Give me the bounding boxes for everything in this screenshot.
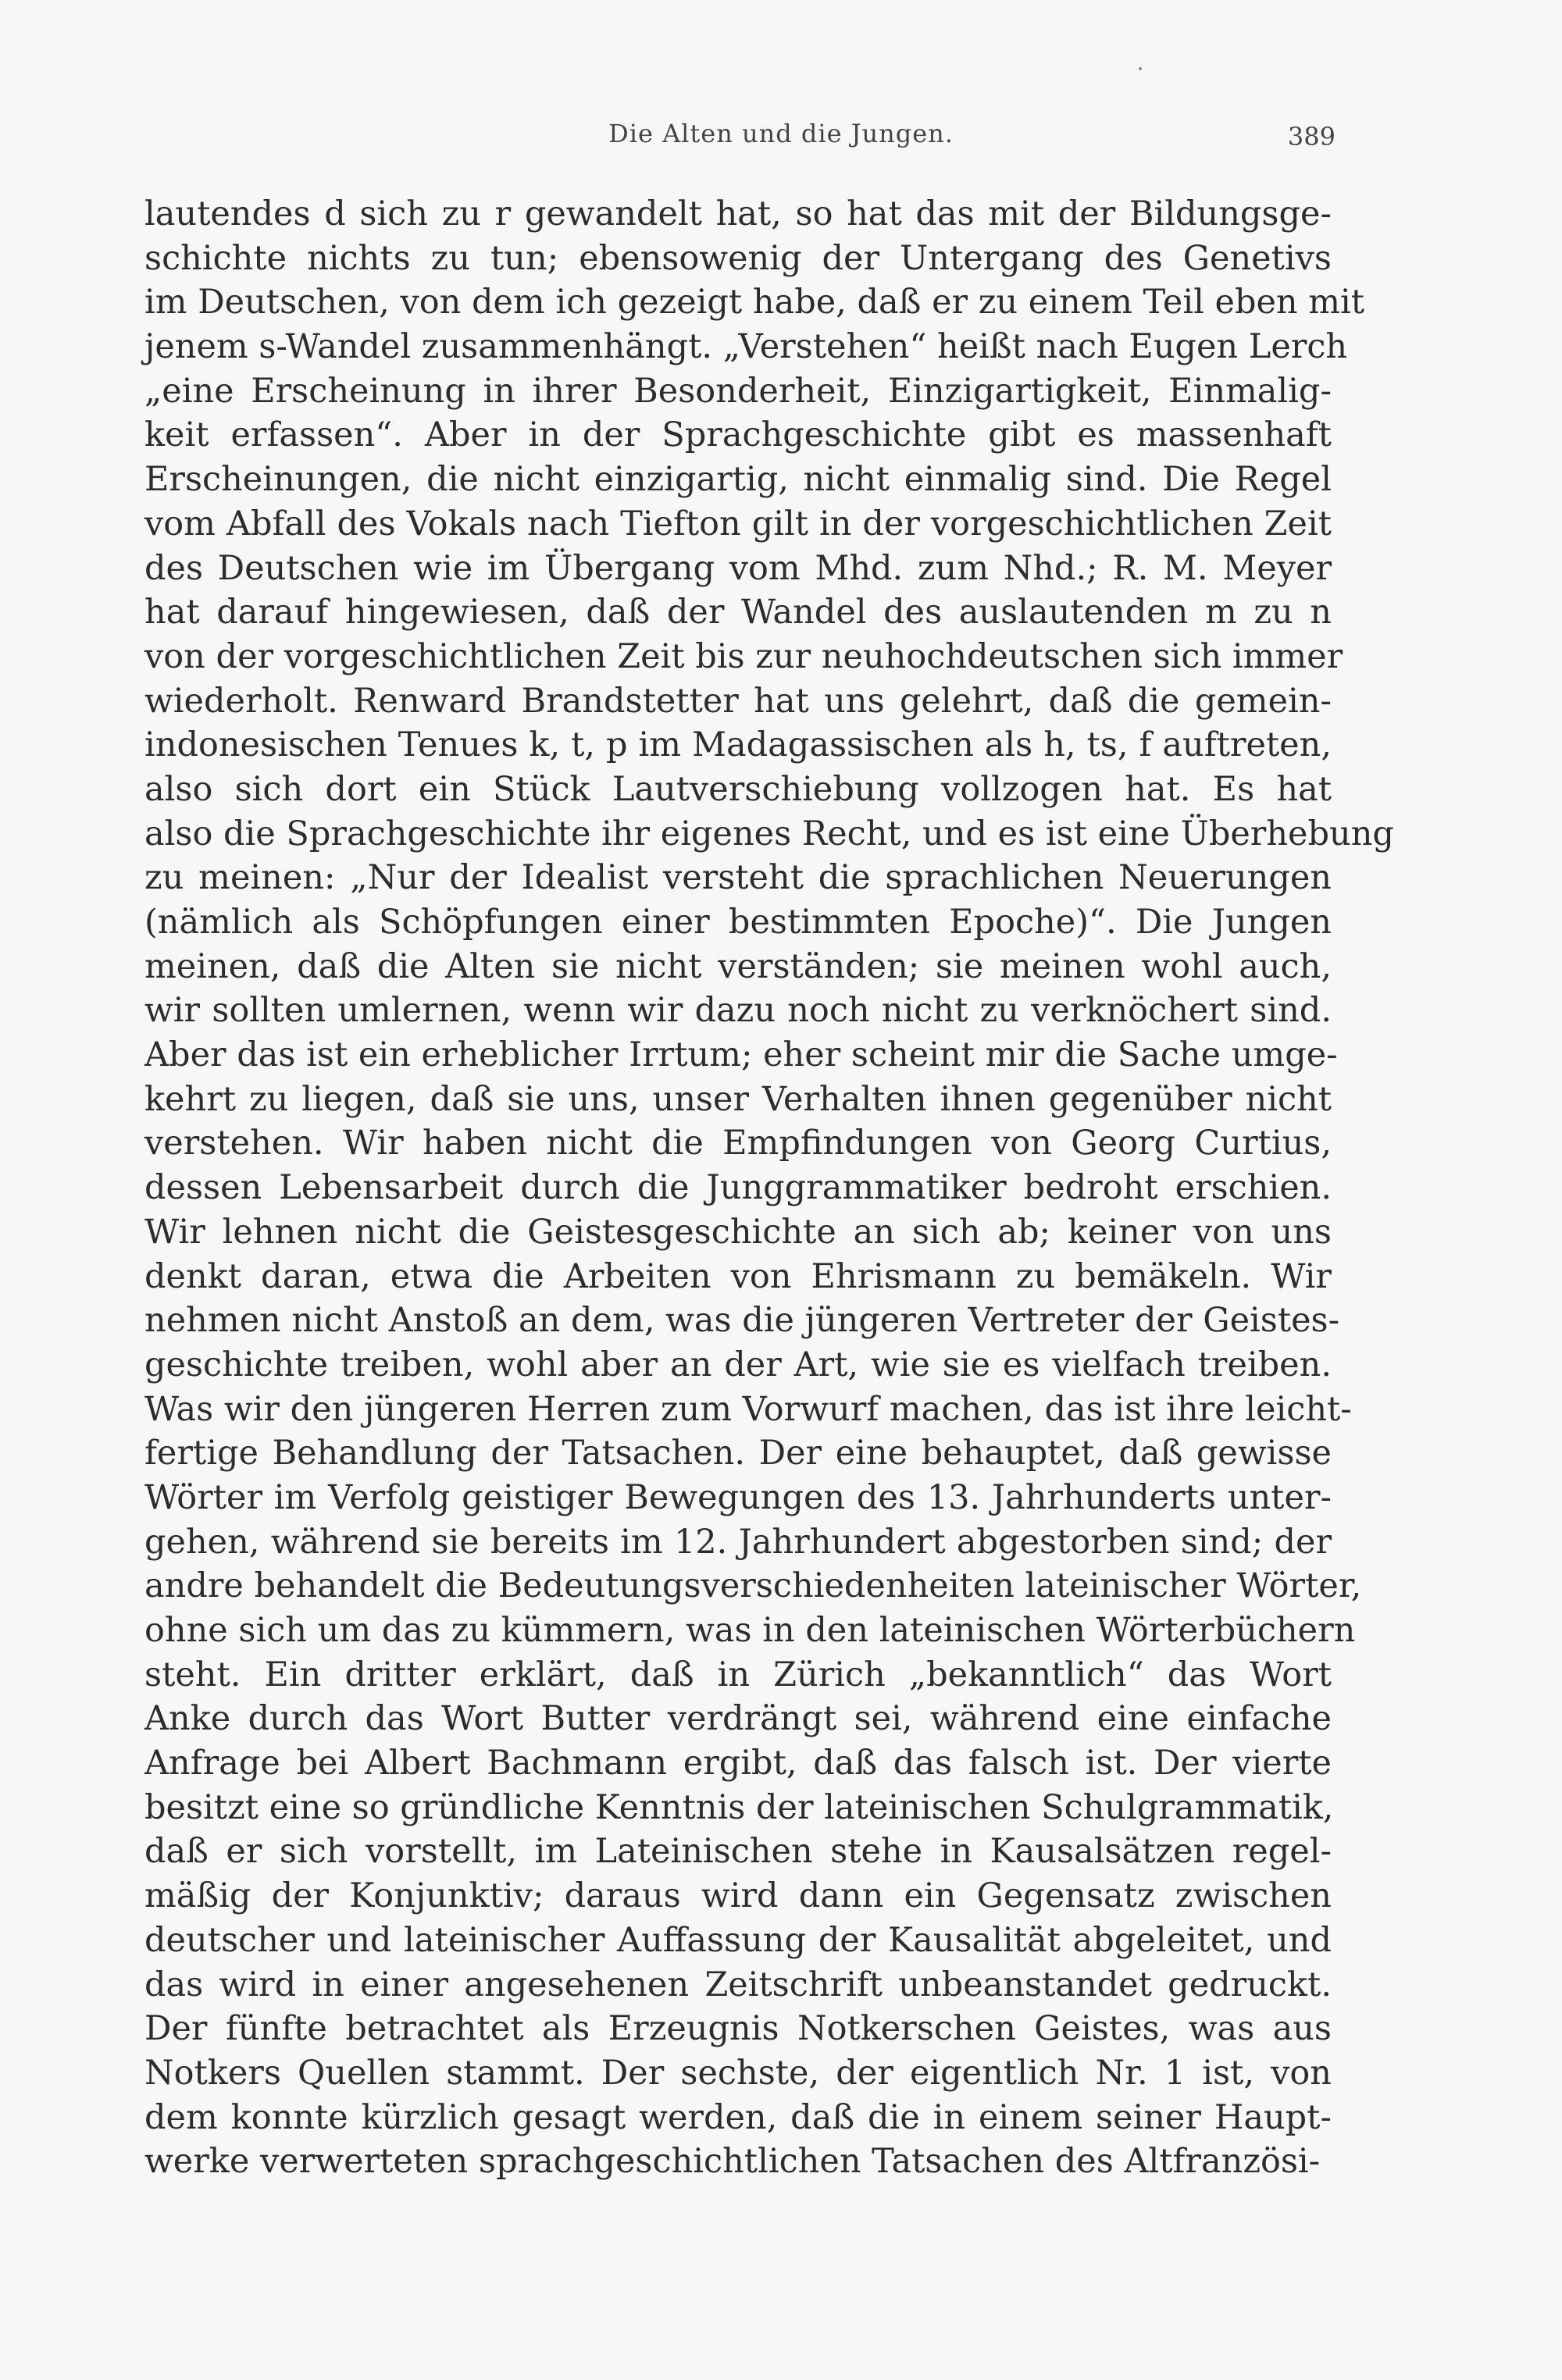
text-line: Anke durch das Wort Butter verdrängt sei, während eine einfache <box>144 1699 1332 1739</box>
text-line: indonesischen Tenues k, t, p im Madagassischen als h, ts, f auftreten, <box>144 725 1332 765</box>
text-line: mäßig der Konjunktiv; daraus wird dann ein Gegensatz zwischen <box>144 1876 1332 1916</box>
text-line: deutscher und lateinischer Auffassung der Kausalität abgeleitet, und <box>144 1920 1332 1960</box>
text-line: geschichte treiben, wohl aber an der Art, wie sie es vielfach treiben. <box>144 1345 1332 1384</box>
text-line: schichte nichts zu tun; ebensowenig der Untergang des Genetivs <box>144 238 1332 278</box>
text-line: Anfrage bei Albert Bachmann ergibt, daß das falsch ist. Der vierte <box>144 1744 1332 1783</box>
text-line: des Deutschen wie im Übergang vom Mhd. zum Nhd.; R. M. Meyer <box>144 548 1332 588</box>
text-line: steht. Ein dritter erklärt, daß in Zürich „bekanntlich“ das Wort <box>144 1655 1332 1694</box>
text-line: Der fünfte betrachtet als Erzeugnis Notkerschen Geistes, was aus <box>144 2009 1332 2049</box>
text-line: dessen Lebensarbeit durch die Junggrammatiker bedroht erschien. <box>144 1168 1332 1208</box>
page-number: 389 <box>1287 122 1336 151</box>
text-line: jenem s-Wandel zusammenhängt. „Verstehen“ heißt nach Eugen Lerch <box>144 327 1348 367</box>
text-line: dem konnte kürzlich gesagt werden, daß die in einem seiner Haupt- <box>144 2097 1332 2137</box>
text-line: Aber das ist ein erheblicher Irrtum; eher scheint mir die Sache umge- <box>144 1035 1338 1075</box>
text-line: daß er sich vorstellt, im Lateinischen stehe in Kausalsätzen regel- <box>144 1832 1332 1872</box>
text-line: gehen, während sie bereits im 12. Jahrhundert abgestorben sind; der <box>144 1522 1332 1562</box>
text-line: Wir lehnen nicht die Geistesgeschichte an sich ab; keiner von uns <box>144 1212 1332 1252</box>
text-line: Was wir den jüngeren Herren zum Vorwurf machen, das ist ihre leicht- <box>144 1389 1352 1429</box>
text-line: besitzt eine so gründliche Kenntnis der lateinischen Schulgrammatik, <box>144 1787 1334 1827</box>
text-line: also sich dort ein Stück Lautverschiebung vollzogen hat. Es hat <box>144 769 1332 809</box>
text-line: nehmen nicht Anstoß an dem, was die jüngeren Vertreter der Geistes- <box>144 1301 1340 1341</box>
text-line: im Deutschen, von dem ich gezeigt habe, daß er zu einem Teil eben mit <box>144 283 1365 322</box>
text-line: vom Abfall des Vokals nach Tiefton gilt in der vorgeschichtlichen Zeit <box>144 504 1332 543</box>
text-line: Erscheinungen, die nicht einzigartig, nicht einmalig sind. Die Regel <box>144 460 1332 500</box>
text-line: Notkers Quellen stammt. Der sechste, der eigentlich Nr. 1 ist, von <box>144 2053 1332 2093</box>
text-line: von der vorgeschichtlichen Zeit bis zur neuhochdeutschen sich immer <box>144 636 1343 676</box>
text-line: „eine Erscheinung in ihrer Besonderheit, Einzigartigkeit, Einmalig- <box>144 371 1332 411</box>
text-line: hat darauf hingewiesen, daß der Wandel des auslautenden m zu n <box>144 593 1332 632</box>
text-line: kehrt zu liegen, daß sie uns, unser Verhalten ihnen gegenüber nicht <box>144 1079 1332 1119</box>
text-line: ohne sich um das zu kümmern, was in den lateinischen Wörterbüchern <box>144 1611 1356 1650</box>
text-line: wir sollten umlernen, wenn wir dazu noch nicht zu verknöchert sind. <box>144 991 1332 1031</box>
text-line: denkt daran, etwa die Arbeiten von Ehrismann zu bemäkeln. Wir <box>144 1256 1332 1296</box>
text-line: zu meinen: „Nur der Idealist versteht die sprachlichen Neuerungen <box>144 858 1332 898</box>
text-line: wiederholt. Renward Brandstetter hat uns gelehrt, daß die gemein- <box>144 681 1332 721</box>
body-text <box>144 192 1394 2184</box>
text-line: verstehen. Wir haben nicht die Empfindungen von Georg Curtius, <box>144 1124 1332 1163</box>
running-title: Die Alten und die Jungen. <box>608 119 954 148</box>
text-line: lautendes d sich zu r gewandelt hat, so hat das mit der Bildungsge- <box>144 194 1332 233</box>
text-line: meinen, daß die Alten sie nicht verständen; sie meinen wohl auch, <box>144 946 1332 986</box>
text-line: also die Sprachgeschichte ihr eigenes Recht, und es ist eine Überhebung <box>144 814 1394 853</box>
paper-speck <box>1139 67 1142 70</box>
text-line: werke verwerteten sprachgeschichtlichen Tatsachen des Altfranzösi- <box>144 2142 1321 2182</box>
text-line: das wird in einer angesehenen Zeitschrift unbeanstandet gedruckt. <box>144 1965 1332 2004</box>
text-line: andre behandelt die Bedeutungsverschiedenheiten lateinischer Wörter, <box>144 1566 1362 1606</box>
text-line: Wörter im Verfolg geistiger Bewegungen des 13. Jahrhunderts unter- <box>144 1477 1332 1517</box>
text-line: fertige Behandlung der Tatsachen. Der eine behauptet, daß gewisse <box>144 1434 1332 1473</box>
text-line: (nämlich als Schöpfungen einer bestimmten Epoche)“. Die Jungen <box>144 903 1332 942</box>
text-line: keit erfassen“. Aber in der Sprachgeschichte gibt es massenhaft <box>144 415 1332 455</box>
